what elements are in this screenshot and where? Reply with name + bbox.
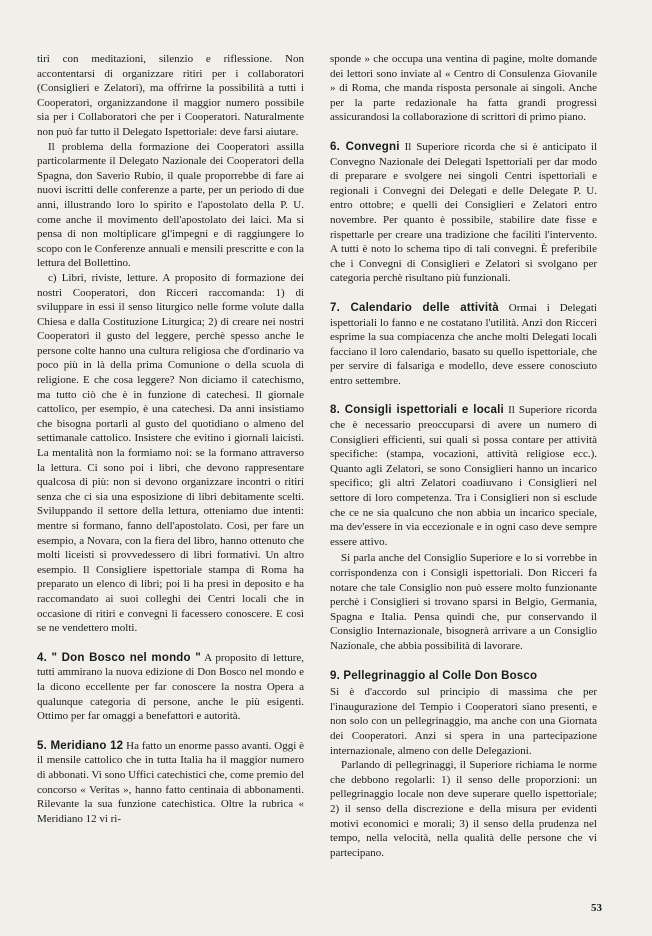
section-6: [330, 140, 597, 286]
page-number: 53: [591, 902, 602, 914]
section-8-text: Il Superiore ricorda che è necessario preoccuparsi di avere un numero di Consiglieri efficienti, sui quali si possa contare per attività specifiche: (stampa, vocazioni, attività religiose ecc.). Quanto agli Zelatori, se sono Consiglieri hanno un incarico specifico; gli altri Zelatori coadiuvano i Consiglieri nel settore di loro competenza. Tra i Consiglieri non si esclude che ce ne sia qualcuno che non abbia un incarico speciale, ma dev'essere in via eccezionale e in ogni caso deve sempre essere attivo.: [330, 404, 598, 548]
section-9-paragraph-2: Parlando di pellegrinaggi, il Superiore richiama le norme che debbono regolarli: 1) il senso delle proporzioni: un pellegrinaggio locale non deve superare quello ispettoriale; 2) il senso della discrezione e della misura per evidenti motivi economici e morali; 3) il senso della prudenza nel tempo, nella velocità, nella qualità delle persone che vi partecipano.: [330, 759, 597, 859]
section-9-heading: 9. Pellegrinaggio al Colle Don Bosco: [330, 669, 538, 682]
section-5-heading: 5. Meridiano 12: [37, 739, 124, 752]
section-4: [37, 651, 304, 724]
section-4-heading: 4. " Don Bosco nel mondo ": [37, 651, 201, 664]
section-5: [37, 739, 304, 827]
continuation-paragraph-right: sponde » che occupa una ventina di pagine, molte domande dei lettori sono inviate al « Centro di Consulenza Giovanile » di Roma, che manda risposta personale ai singoli. Anche per la parte redazionale ha fatta grandi progressi assicurandosi la collaborazione di scrittori di primo piano.: [330, 53, 597, 124]
section-7: [330, 301, 597, 389]
section-5-text: Ha fatto un enorme passo avanti. Oggi è il mensile cattolico che in tutta Italia ha il maggior numero di abbonati. Vi sono Uffici catechistici che, come premio del concorso « Veritas », hanno fatto centinaia di abbonamenti. Rilevante la sua funzione catechistica. Oltre la rubrica « Meridiano 12 vi ri-: [37, 739, 305, 825]
section-7-heading: 7. Calendario delle attività: [330, 301, 499, 314]
section-8: [330, 403, 597, 549]
section-9: [330, 669, 597, 684]
section-9-text: Si è d'accordo sul principio di massima che per l'inaugurazione del Tempio i Cooperatori siano presenti, e non solo con un pellegrinaggio, ma anche con una Giornata dei Cooperatori. Anzi si spera in una partecipazione internazionale, almeno con delle Delegazioni.: [330, 686, 597, 757]
formation-paragraph: Il problema della formazione dei Cooperatori assilla particolarmente il Delegato Nazionale dei Cooperatori della Spagna, don Saverio Rubio, il quale proporrebbe di fare ai nuovi iscritti delle conferenze a parte, per un periodo di due anni, illustrando loro lo spirito e l'apostolato della P. U. come anche il movimento dell'apostolato dei laici. Ma si pensa di non moltiplicare gl'impegni e di raggiungere lo scopo con le Conferenze annuali e mensili prescritte e con la lettura del Bollettino.: [37, 140, 304, 270]
section-8-heading: 8. Consigli ispettoriali e locali: [330, 404, 504, 417]
section-4-text: A proposito di letture, tutti ammirano la nuova edizione di Don Bosco nel mondo e la dicono eccellente per far conoscere la nostra Opera a qualunque categoria di persone, anche le più esigenti. Ottimo per far omaggi a benefattori e autorità.: [37, 651, 304, 723]
books-paragraph: c) Libri, riviste, letture. A proposito di formazione dei nostri Cooperatori, don Ricceri raccomanda: 1) di sviluppare in essi il senso liturgico nelle forme volute dalla Chiesa e dalla Costituzione Liturgica; 2) di creare nei nostri Cooperatori il gusto del leggere, perchè spesso anche le persone colte hanno una cultura religiosa che d'ordinario va poco più in là della prima Comunione o della scuola di religione. E che cosa leggere? Non diciamo il catechismo, ma tutto ciò che è in funzione di catechesi. Il giornale cattolico, per esempio, è una catechesi. Da anni insistiamo che bisogna portarli al gusto del quotidiano o almeno del settimanale cattolico. Insistere che evitino i giornali laicisti. La mentalità non la formiamo noi: se la formano attraverso la lettura. Ci sono poi i libri, che devono rappresentare qualcosa di più: non si devono organizzare incontri o ritiri senza che ci sia una esposizione di libri debitamente scelti. Sviluppando il settore della lettura, otteniamo due intenti: mentre si formano, fanno dell'apostolato. Così, per fare un esempio, a Novara, con la fiera del libro, hanno ottenuto che molti liceisti si provvedessero di libri formativi. Un altro esempio. Il Consigliere ispettoriale stampa di Roma ha preparato un elenco di libri; poi li ha presi in deposito e ha raccomandato ai suoi colleghi dei Centri locali che in occasione di ritiri e convegni li facessero conoscere. E così se ne vendettero molti.: [37, 271, 304, 635]
right-column: [330, 52, 597, 860]
left-column: [37, 52, 304, 828]
section-6-heading: 6. Convegni: [330, 140, 400, 153]
section-7-text: Ormai i Delegati ispettoriali lo fanno e ne costatano l'utilità. Anzi don Ricceri esprime la sua compiacenza che anche molti Delegati locali facciano il loro calendario, basato su quello ispettoriale, che per servire di falsariga e modello, deve essere conosciuto entro settembre.: [330, 301, 597, 387]
section-8-paragraph-2: Si parla anche del Consiglio Superiore e lo si vorrebbe in corrispondenza con i Consigli ispettoriali. Don Ricceri fa notare che tale Consiglio non può essere molto funzionante perchè i Consiglieri si trovano sparsi in Belgio, Germania, Spagna e Italia. Pensa quindi che, pur conservando il Consiglio Internazionale, bisognerà arrivare a un Consiglio Nazionale, che abbia possibilità di lavorare.: [330, 552, 597, 652]
continuation-paragraph: tiri con meditazioni, silenzio e riflessione. Non accontentarsi di organizzare ritiri per i collaboratori (Consiglieri e Zelatori), ma offrirne la possibilità a tutti i Cooperatori, organizzandone il maggior numero possibile sia per i Collaboratori che per i Cooperatori. Naturalmente non può far tutto il Delegato Ispettoriale: deve farsi aiutare.: [37, 53, 304, 138]
section-6-text: Il Superiore ricorda che si è anticipato il Convegno Nazionale dei Delegati Ispettoriali per dar modo di preparare e svolgere nei singoli Centri ispettoriali e regionali i Convegni dei Delegati e delle Delegate P. U. entro ottobre; e quelli dei Consiglieri e Zelatori entro novembre. Per quanto è possibile, stabilire date fisse e rispettarle per creare una tradizione che faciliti l'intervento. A tutti è noto lo schema tipo di tali convegni. È preferibile che i Convegni di Consiglieri e Zelatori si svolgano per categoria perchè risultano più funzionali.: [330, 140, 597, 285]
